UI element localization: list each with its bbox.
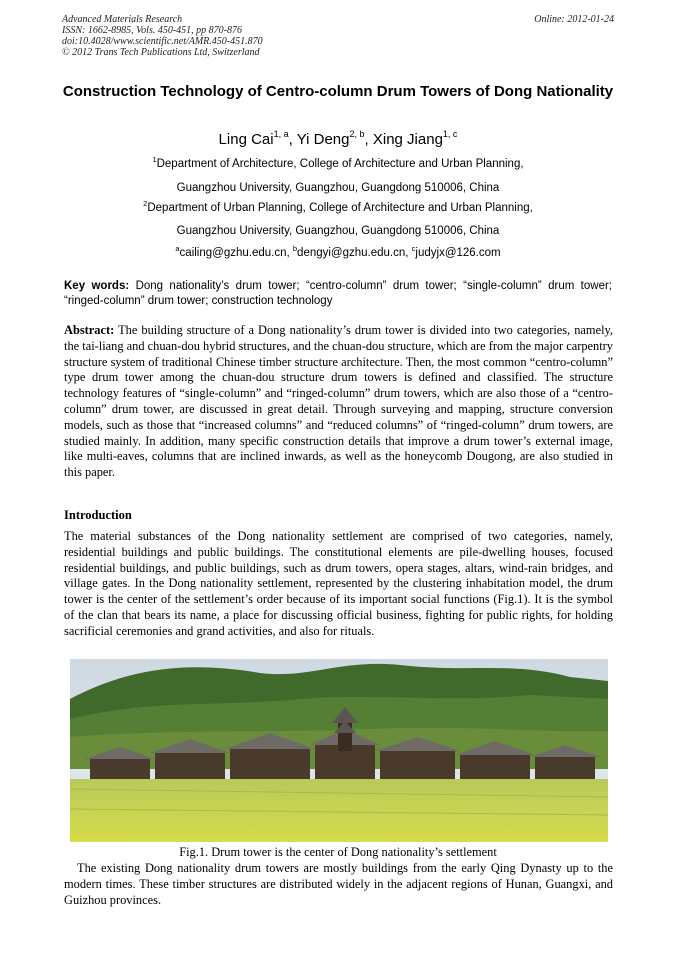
keywords-label: Key words: <box>64 280 130 292</box>
email-superscript: c <box>411 244 416 253</box>
email-superscript: b <box>292 244 298 253</box>
author-superscript: 2, b <box>349 129 365 139</box>
section-heading-introduction: Introduction <box>64 508 132 522</box>
affiliation-2 <box>62 200 614 216</box>
affiliation-superscript: 1 <box>152 155 157 164</box>
issn-line: ISSN: 1662-8985, Vols. 450-451, pp 870-876 <box>62 25 242 36</box>
affiliation-superscript: 2 <box>143 199 148 208</box>
author-line: Ling Cai$^{1, a}$, Yi Deng$^{2, b}$, Xing Jiang$^{1, c}$ <box>218 129 458 148</box>
abstract-label: Abstract: <box>64 323 115 337</box>
email-address: cailing@gzhu.edu.cn <box>179 247 287 259</box>
keywords <box>64 279 612 308</box>
copyright-line: © 2012 Trans Tech Publications Ltd, Switzerland <box>62 47 260 58</box>
email-address: dengyi@gzhu.edu.cn <box>297 247 406 259</box>
abstract-text: The building structure of a Dong nationality’s drum tower is divided into two categories, namely, the tai-liang and chuan-dou hybrid structures, and the chuan-dou structure, which are from the major carpentry structure system of traditional Chinese timber structure architecture. Then, the most common “centro-column” type drum tower among the chuan-dou structure drum towers is defined and classified. The structure technology features of “single-column” and “ringed-column” drum towers, which are also those of a “centro-column” drum tower, are discussed in great detail. Through surveying and mapping, structure conversion models, such as those that “increased columns” and “reduced columns” of “ringed-column” drum towers, are studied mainly. In addition, many specific construction details that improve a drum tower’s external image, like multi-eaves, columns that are inclined inwards, as well as the honeycomb Dougong, are also studied in this paper. <box>64 323 613 480</box>
journal-header <box>62 14 263 58</box>
affiliation-1 <box>62 156 614 172</box>
email-line: $^a$cailing@gzhu.edu.cn, $^b$dengyi@gzhu.edu.cn, $^c$judyjx@126.com <box>175 244 501 259</box>
village-landscape-illustration <box>70 659 608 842</box>
paper-title: Construction Technology of Centro-column Drum Towers of Dong Nationality <box>62 83 614 100</box>
affiliation-1-line2: Guangzhou University, Guangzhou, Guangdong 510006, China <box>176 182 500 194</box>
figure-1-photo <box>70 659 608 842</box>
affiliation-text: Department of Urban Planning, College of Architecture and Urban Planning, <box>147 202 533 214</box>
author-name: Xing Jiang <box>372 131 443 148</box>
abstract <box>64 323 613 481</box>
author-name: Yi Deng <box>296 131 350 148</box>
author-superscript: 1, a <box>273 129 289 139</box>
journal-name: Advanced Materials Research <box>62 14 183 25</box>
author-superscript: 1, c <box>442 129 458 139</box>
author-name: Ling Cai <box>218 131 274 148</box>
online-date: Online: 2012-01-24 <box>534 14 614 25</box>
introduction-paragraph-2: The existing Dong nationality drum towers are mostly buildings from the early Qing Dynasty up to the modern times. These timber structures are distributed widely in the adjacent regions of Hunan, Guangxi, and Guizhou provinces. <box>64 861 613 907</box>
affiliation-2-line2: Guangzhou University, Guangzhou, Guangdong 510006, China <box>176 225 500 237</box>
figure-1-caption: Fig.1. Drum tower is the center of Dong nationality’s settlement <box>179 845 497 859</box>
email-superscript: a <box>175 244 180 253</box>
keywords-text: Dong nationality’s drum tower; “centro-column” drum tower; “single-column” drum tower; “ringed-column” drum tower; construction technology <box>64 280 612 307</box>
doi-line: doi:10.4028/www.scientific.net/AMR.450-451.870 <box>62 36 263 47</box>
email-address: judyjx@126.com <box>415 247 501 259</box>
affiliation-text: Department of Architecture, College of Architecture and Urban Planning, <box>156 158 524 170</box>
introduction-paragraph-1: The material substances of the Dong nationality settlement are comprised of two categories, namely, residential buildings and public buildings. The constitutional elements are pile-dwelling houses, focused residential buildings, and public buildings, such as drum towers, opera stages, altars, wind-rain bridges, and village gates. In the Dong nationality settlement, represented by the clustering inhabitation model, the drum tower is the center of the settlement’s order because of its important social functions (Fig.1). It is the symbol of the clan that bears its name, a place for discussing official business, fighting for public rights, for holding sacrificial ceremonies and grand activities, and also for rituals. <box>64 529 613 638</box>
